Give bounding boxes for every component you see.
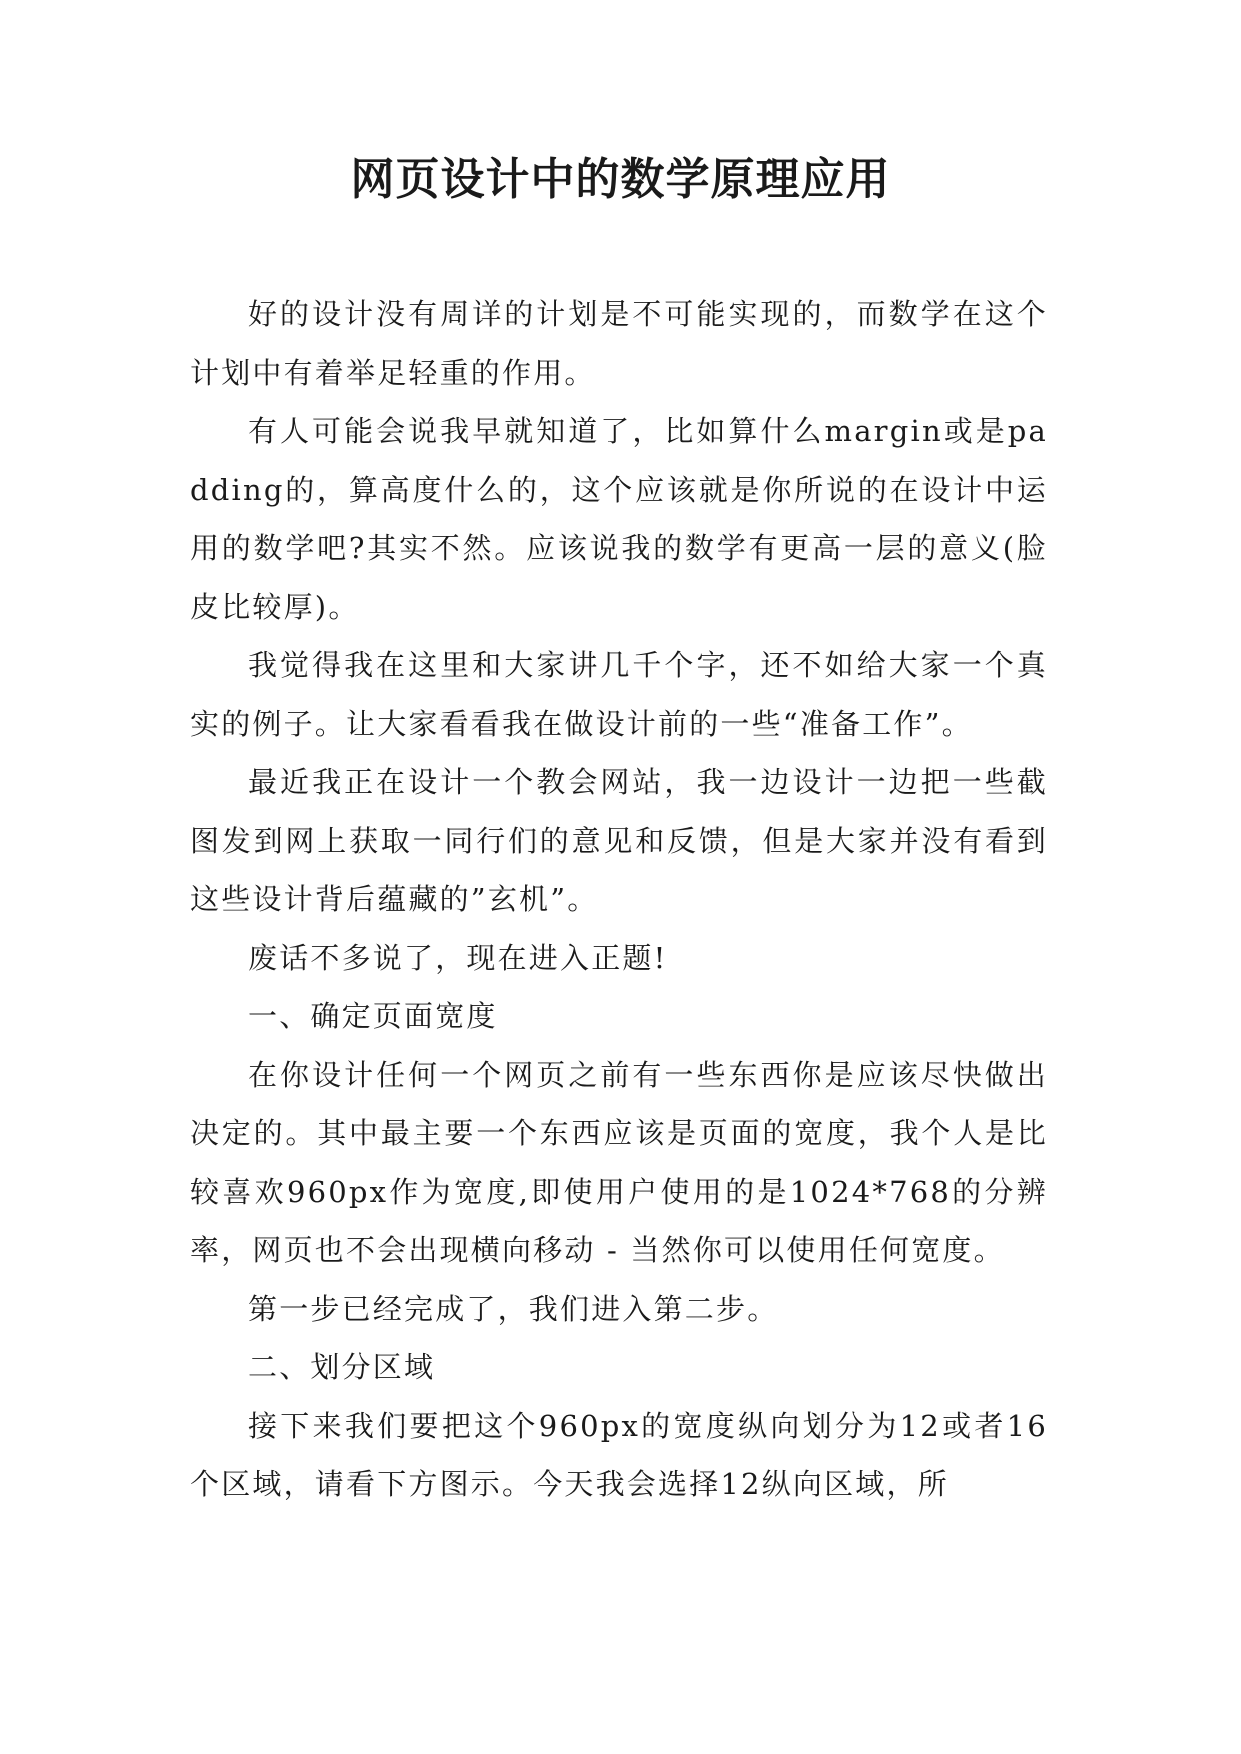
paragraph-divide-areas: 接下来我们要把这个960px的宽度纵向划分为12或者16个区域，请看下方图示。今天我会选择12纵向区域，所: [190, 1408, 1048, 1501]
document-body: [190, 285, 1048, 1514]
section-heading-page-width: 一、确定页面宽度: [248, 999, 498, 1033]
paragraph-church-site: 最近我正在设计一个教会网站，我一边设计一边把一些截图发到网上获取一同行们的意见和反馈，但是大家并没有看到这些设计背后蕴藏的”玄机”。: [190, 765, 1048, 916]
section-heading-divide-areas: 二、划分区域: [248, 1350, 436, 1384]
paragraph-page-width: 在你设计任何一个网页之前有一些东西你是应该尽快做出决定的。其中最主要一个东西应该是页面的宽度，我个人是比较喜欢960px作为宽度,即使用户使用的是1024*768的分辨率，网页也不会出现横向移动 - 当然你可以使用任何宽度。: [190, 1057, 1048, 1267]
paragraph-example: 我觉得我在这里和大家讲几千个字，还不如给大家一个真实的例子。让大家看看我在做设计前的一些“准备工作”。: [190, 648, 1048, 741]
document-title: 网页设计中的数学原理应用: [350, 154, 891, 205]
paragraph-margin-padding: 有人可能会说我早就知道了，比如算什么margin或是padding的，算高度什么的，这个应该就是你所说的在设计中运用的数学吧?其实不然。应该说我的数学有更高一层的意义(脸皮比较厚)。: [190, 414, 1048, 624]
paragraph-step-one-done: 第一步已经完成了，我们进入第二步。: [248, 1291, 779, 1326]
paragraph-transition: 废话不多说了，现在进入正题!: [248, 940, 668, 975]
paragraph-intro: 好的设计没有周详的计划是不可能实现的，而数学在这个计划中有着举足轻重的作用。: [190, 297, 1048, 390]
